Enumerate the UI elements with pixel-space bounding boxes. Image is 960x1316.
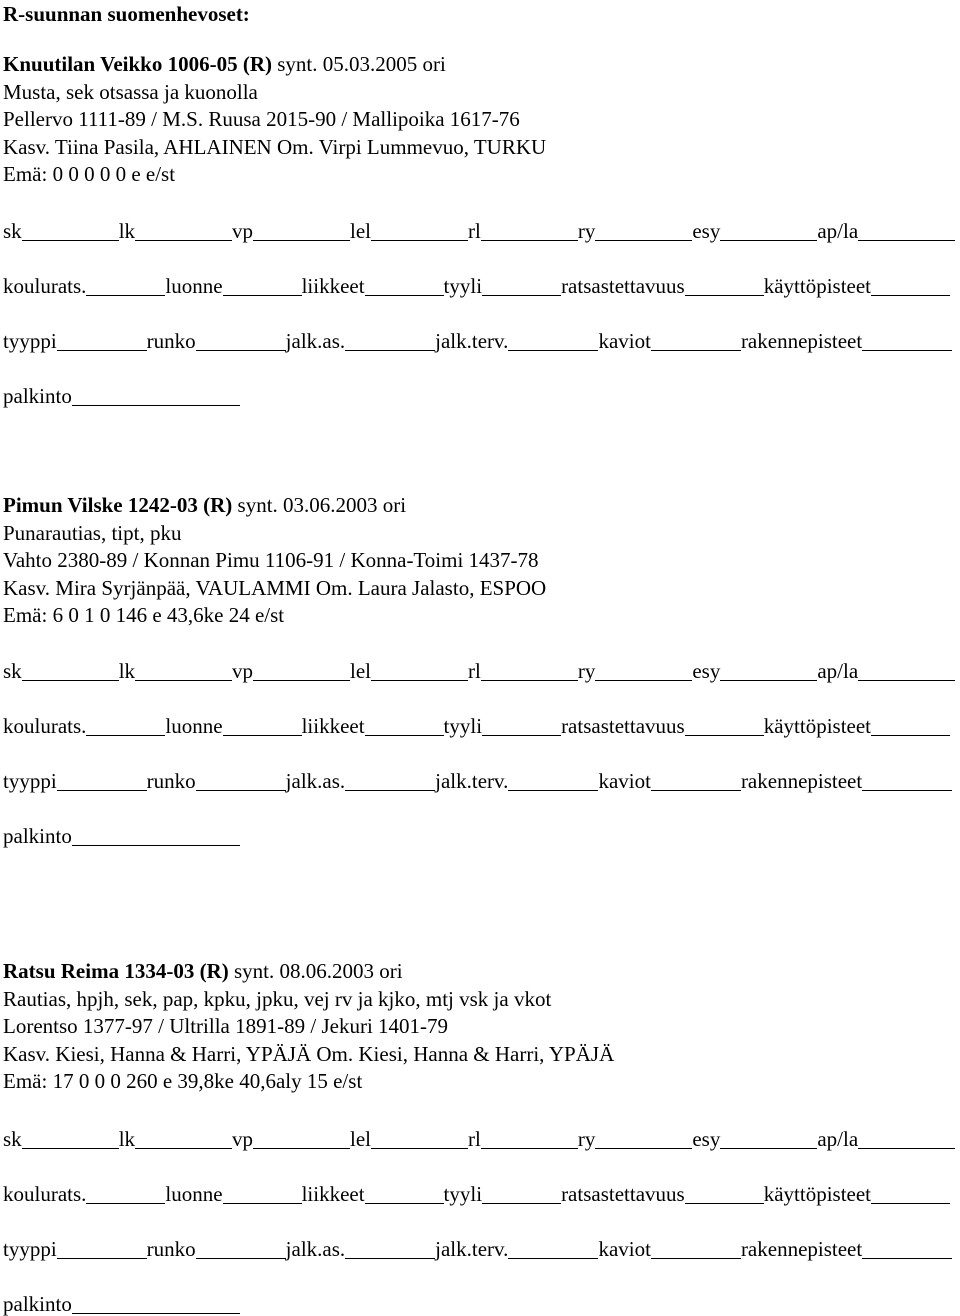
score-blank[interactable]	[595, 1148, 692, 1149]
score-blank[interactable]	[871, 735, 950, 736]
score-row-3	[3, 1206, 960, 1261]
score-blank[interactable]	[253, 240, 350, 241]
field-label: käyttöpisteet	[763, 1182, 872, 1206]
field-label: rakennepisteet	[740, 769, 863, 793]
field-label: luonne	[165, 1182, 223, 1206]
score-blank[interactable]	[595, 240, 692, 241]
score-blank[interactable]	[371, 1148, 468, 1149]
field-label: liikkeet	[301, 274, 365, 298]
field-label: kaviot	[598, 329, 651, 353]
field-label: sk	[3, 659, 22, 683]
horse-dam-record: Emä: 0 0 0 0 0 e e/st	[3, 162, 176, 186]
field-label: palkinto	[3, 1292, 72, 1316]
score-blank[interactable]	[595, 680, 692, 681]
horse-pedigree: Lorentso 1377-97 / Ultrilla 1891-89 / Jekuri 1401-79	[3, 1014, 449, 1038]
field-label: luonne	[165, 274, 223, 298]
score-row-2	[3, 243, 960, 298]
score-blank[interactable]	[253, 680, 350, 681]
score-blank[interactable]	[720, 240, 817, 241]
score-blank[interactable]	[57, 790, 147, 791]
score-blank[interactable]	[481, 240, 578, 241]
score-blank[interactable]	[371, 680, 468, 681]
horse-title-line	[3, 51, 960, 79]
horse-name: Knuutilan Veikko 1006-05 (R)	[3, 52, 272, 76]
field-label: runko	[146, 1237, 196, 1261]
score-blank[interactable]	[481, 680, 578, 681]
field-label: koulurats.	[3, 274, 87, 298]
field-label: lk	[118, 659, 136, 683]
field-label: rl	[468, 219, 481, 243]
horse-color: Rautias, hpjh, sek, pap, kpku, jpku, vej rv ja kjko, mtj vsk ja vkot	[3, 986, 552, 1011]
horse-entry	[3, 51, 960, 189]
horse-color: Musta, sek otsassa ja kuonolla	[3, 79, 258, 104]
score-blank[interactable]	[482, 735, 561, 736]
field-label: runko	[146, 329, 196, 353]
field-label: tyyppi	[3, 769, 57, 793]
score-blank[interactable]	[651, 350, 741, 351]
score-blank[interactable]	[720, 1148, 817, 1149]
field-label: lel	[350, 659, 372, 683]
score-row-3	[3, 298, 960, 353]
score-blank[interactable]	[371, 240, 468, 241]
score-row-4	[3, 1261, 960, 1316]
field-label: runko	[146, 769, 196, 793]
field-label: jalk.as.	[285, 329, 346, 353]
score-blank[interactable]	[223, 735, 302, 736]
horse-title-line	[3, 492, 960, 520]
field-label: palkinto	[3, 824, 72, 848]
score-blank[interactable]	[135, 1148, 232, 1149]
score-blank[interactable]	[196, 1258, 286, 1259]
field-label: rl	[468, 659, 481, 683]
score-blank[interactable]	[858, 240, 955, 241]
field-label: vp	[232, 219, 254, 243]
horse-dam-record: Emä: 6 0 1 0 146 e 43,6ke 24 e/st	[3, 603, 285, 627]
horse-entry	[3, 492, 960, 630]
field-label: lel	[350, 1127, 372, 1151]
score-blank[interactable]	[345, 350, 435, 351]
horse-breeder-owner: Kasv. Tiina Pasila, AHLAINEN Om. Virpi Lummevuo, TURKU	[3, 134, 547, 159]
field-label: ratsastettavuus	[561, 714, 685, 738]
field-label: ry	[577, 219, 596, 243]
score-blank[interactable]	[651, 1258, 741, 1259]
score-row-1	[3, 188, 960, 243]
field-label: ap/la	[817, 1127, 859, 1151]
score-row-3	[3, 738, 960, 793]
field-label: jalk.terv.	[435, 329, 509, 353]
score-blank[interactable]	[365, 295, 444, 296]
field-label: ry	[577, 1127, 596, 1151]
score-blank[interactable]	[481, 1148, 578, 1149]
score-blank[interactable]	[862, 790, 952, 791]
field-label: sk	[3, 219, 22, 243]
score-blank[interactable]	[196, 350, 286, 351]
score-blank[interactable]	[196, 790, 286, 791]
score-blank[interactable]	[482, 1203, 561, 1204]
score-blank[interactable]	[86, 295, 165, 296]
score-blank[interactable]	[57, 350, 147, 351]
score-fields	[3, 628, 960, 848]
field-label: esy	[692, 659, 721, 683]
score-blank[interactable]	[651, 790, 741, 791]
field-label: tyyppi	[3, 1237, 57, 1261]
score-blank[interactable]	[253, 1148, 350, 1149]
score-blank[interactable]	[482, 295, 561, 296]
horse-title-line	[3, 958, 960, 986]
score-blank[interactable]	[22, 680, 119, 681]
horse-name: Pimun Vilske 1242-03 (R)	[3, 493, 233, 517]
score-blank[interactable]	[135, 680, 232, 681]
field-label: käyttöpisteet	[763, 714, 872, 738]
field-label: lk	[118, 1127, 136, 1151]
score-blank[interactable]	[685, 295, 764, 296]
field-label: jalk.as.	[285, 1237, 346, 1261]
score-blank[interactable]	[685, 1203, 764, 1204]
score-blank[interactable]	[862, 350, 952, 351]
score-blank[interactable]	[508, 350, 598, 351]
horse-birth: synt. 08.06.2003 ori	[228, 959, 403, 983]
score-blank[interactable]	[135, 240, 232, 241]
horse-entry	[3, 958, 960, 1096]
score-fields	[3, 1096, 960, 1316]
field-label: jalk.terv.	[435, 769, 509, 793]
score-blank[interactable]	[720, 680, 817, 681]
score-blank[interactable]	[57, 1258, 147, 1259]
field-label: ap/la	[817, 659, 859, 683]
field-label: rakennepisteet	[740, 329, 863, 353]
score-row-1	[3, 1096, 960, 1151]
score-blank[interactable]	[871, 1203, 950, 1204]
horse-birth: synt. 05.03.2005 ori	[271, 52, 446, 76]
score-row-2	[3, 683, 960, 738]
horse-dam-record: Emä: 17 0 0 0 260 e 39,8ke 40,6aly 15 e/st	[3, 1069, 363, 1093]
horse-birth: synt. 03.06.2003 ori	[232, 493, 407, 517]
field-label: esy	[692, 219, 721, 243]
field-label: esy	[692, 1127, 721, 1151]
field-label: lk	[118, 219, 136, 243]
score-blank[interactable]	[345, 1258, 435, 1259]
field-label: käyttöpisteet	[763, 274, 872, 298]
field-label: rakennepisteet	[740, 1237, 863, 1261]
field-label: kaviot	[598, 769, 651, 793]
horse-name: Ratsu Reima 1334-03 (R)	[3, 959, 229, 983]
score-blank[interactable]	[508, 1258, 598, 1259]
score-blank[interactable]	[223, 295, 302, 296]
score-blank[interactable]	[86, 1203, 165, 1204]
score-blank[interactable]	[22, 1148, 119, 1149]
score-blank[interactable]	[365, 735, 444, 736]
field-label: ratsastettavuus	[561, 274, 685, 298]
field-label: luonne	[165, 714, 223, 738]
score-blank[interactable]	[72, 1313, 240, 1314]
field-label: vp	[232, 1127, 254, 1151]
horse-breeder-owner: Kasv. Kiesi, Hanna & Harri, YPÄJÄ Om. Kiesi, Hanna & Harri, YPÄJÄ	[3, 1041, 615, 1066]
score-blank[interactable]	[871, 295, 950, 296]
field-label: tyyli	[443, 714, 483, 738]
field-label: jalk.terv.	[435, 1237, 509, 1261]
field-label: ry	[577, 659, 596, 683]
score-blank[interactable]	[223, 1203, 302, 1204]
field-label: liikkeet	[301, 714, 365, 738]
horse-pedigree: Pellervo 1111-89 / M.S. Ruusa 2015-90 / Mallipoika 1617-76	[3, 107, 520, 131]
field-label: ap/la	[817, 219, 859, 243]
field-label: liikkeet	[301, 1182, 365, 1206]
field-label: koulurats.	[3, 714, 87, 738]
score-blank[interactable]	[508, 790, 598, 791]
field-label: jalk.as.	[285, 769, 346, 793]
score-row-1	[3, 628, 960, 683]
field-label: rl	[468, 1127, 481, 1151]
field-label: koulurats.	[3, 1182, 87, 1206]
field-label: kaviot	[598, 1237, 651, 1261]
field-label: tyyli	[443, 274, 483, 298]
score-blank[interactable]	[72, 405, 240, 406]
horse-color: Punarautias, tipt, pku	[3, 520, 182, 545]
horse-breeder-owner: Kasv. Mira Syrjänpää, VAULAMMI Om. Laura Jalasto, ESPOO	[3, 575, 547, 600]
score-blank[interactable]	[22, 240, 119, 241]
score-blank[interactable]	[345, 790, 435, 791]
score-blank[interactable]	[858, 1148, 955, 1149]
field-label: ratsastettavuus	[561, 1182, 685, 1206]
field-label: vp	[232, 659, 254, 683]
field-label: tyyli	[443, 1182, 483, 1206]
field-label: tyyppi	[3, 329, 57, 353]
field-label: sk	[3, 1127, 22, 1151]
score-blank[interactable]	[862, 1258, 952, 1259]
page-heading: R-suunnan suomenhevoset:	[3, 2, 250, 26]
score-row-4	[3, 793, 960, 848]
score-row-4	[3, 353, 960, 408]
score-fields	[3, 188, 960, 408]
horse-pedigree: Vahto 2380-89 / Konnan Pimu 1106-91 / Konna-Toimi 1437-78	[3, 548, 539, 572]
field-label: lel	[350, 219, 372, 243]
field-label: palkinto	[3, 384, 72, 408]
score-blank[interactable]	[86, 735, 165, 736]
score-row-2	[3, 1151, 960, 1206]
score-blank[interactable]	[72, 845, 240, 846]
score-blank[interactable]	[858, 680, 955, 681]
score-blank[interactable]	[365, 1203, 444, 1204]
score-blank[interactable]	[685, 735, 764, 736]
